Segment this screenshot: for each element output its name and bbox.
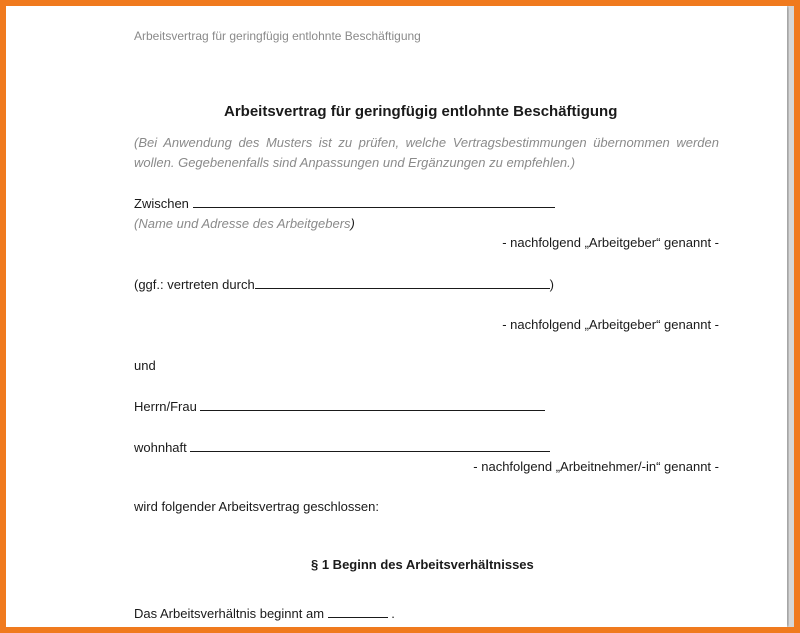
section-1-text-row: [134, 605, 395, 622]
employer-hint-row: [134, 216, 355, 232]
employee-name-field[interactable]: [200, 398, 545, 411]
employer-hint: (Name und Adresse des Arbeitgebers: [134, 216, 351, 231]
representative-field[interactable]: [255, 276, 550, 289]
residence-row: [134, 439, 550, 456]
viewer-edge: [789, 6, 794, 627]
section-1-end: .: [391, 606, 395, 621]
residence-label: wohnhaft: [134, 440, 187, 455]
employer-name-field[interactable]: [193, 195, 555, 208]
usage-note-line-1: (Bei Anwendung des Musters ist zu prüfen, welche Vertragsbestimmungen übernommen werden: [134, 135, 719, 150]
section-1-text: Das Arbeitsverhältnis beginnt am: [134, 606, 325, 621]
start-date-field[interactable]: [328, 605, 388, 618]
between-row: [134, 195, 555, 212]
employee-suffix: - nachfolgend „Arbeitnehmer/-in“ genannt -: [473, 459, 719, 474]
represented-suffix: - nachfolgend „Arbeitgeber“ genannt -: [502, 317, 719, 332]
employer-hint-close: ): [350, 216, 355, 231]
employee-address-field[interactable]: [190, 439, 550, 452]
herr-frau-label: Herrn/Frau: [134, 399, 197, 414]
and-label: und: [134, 358, 156, 373]
employer-suffix: - nachfolgend „Arbeitgeber“ genannt -: [502, 235, 719, 250]
document-title: Arbeitsvertrag für geringfügig entlohnte Beschäftigung: [224, 103, 618, 120]
document-viewer: [6, 6, 794, 627]
represented-close: ): [549, 277, 555, 292]
represented-label: (ggf.: vertreten durch: [134, 277, 255, 292]
between-label: Zwischen: [134, 196, 189, 211]
document-page: [6, 6, 787, 627]
usage-note-line-2: wollen. Gegebenenfalls sind Anpassungen und Ergänzungen zu empfehlen.): [134, 155, 576, 170]
running-header: Arbeitsvertrag für geringfügig entlohnte Beschäftigung: [134, 29, 421, 43]
employee-name-row: [134, 398, 545, 415]
represented-row: [134, 276, 554, 293]
section-1-heading: § 1 Beginn des Arbeitsverhältnisses: [311, 557, 534, 572]
closing-line: wird folgender Arbeitsvertrag geschlossen:: [134, 499, 379, 514]
